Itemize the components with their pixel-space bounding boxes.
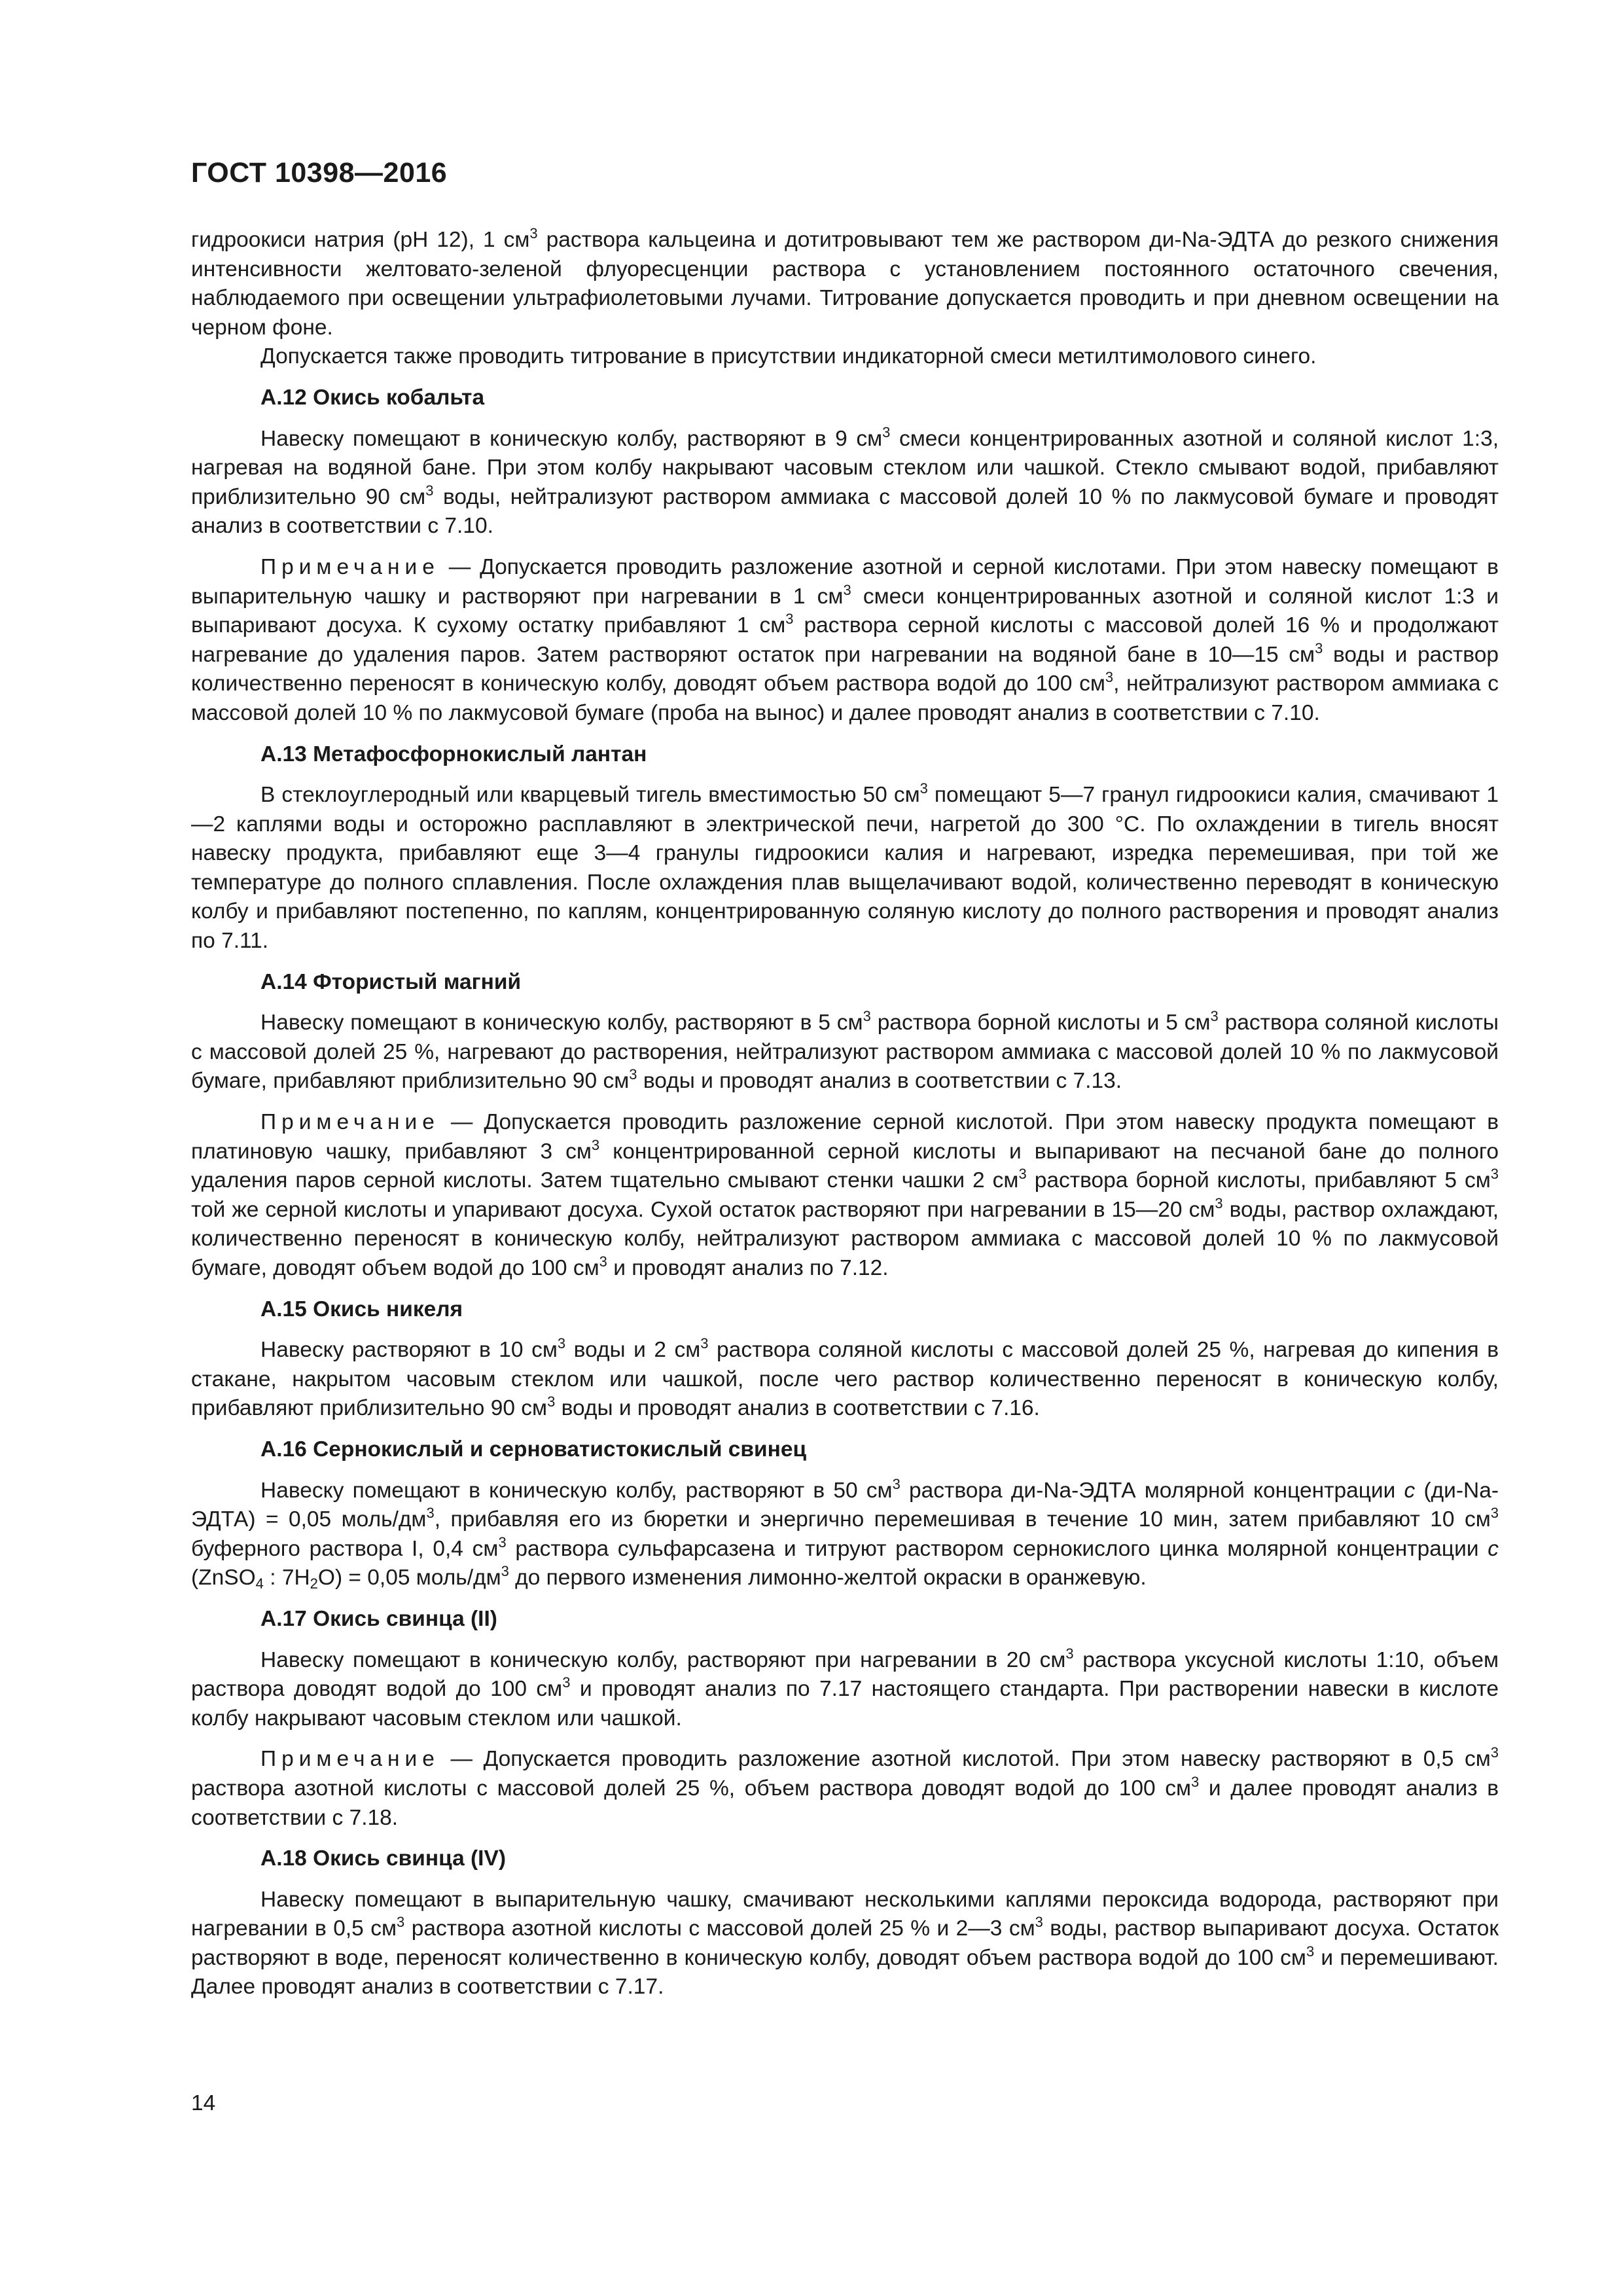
note-paragraph: Примечание — Допускается проводить разложение азотной кислотой. При этом навеску растворяют в 0,5 $см^3$ раствора азотной кислоты с массовой долей 25 %, объем раствора доводят водой до 100 $см^3$ и далее проводят анализ в соответствии с 7.18.: [191, 1744, 1499, 1830]
paragraph: Навеску помещают в коническую колбу, растворяют при нагревании в 20 $см^3$ раствора уксусной кислоты 1:10, объем раствора доводят водой до 100 $см^3$ и проводят анализ по 7.17 настоящего стандарта. При растворении навески в кислоте колбу накрывают часовым стеклом или чашкой.: [191, 1645, 1499, 1731]
note-paragraph: Примечание — Допускается проводить разложение серной кислотой. При этом навеску продукта помещают в платиновую чашку, прибавляют 3 $см^3$ концентрированной серной кислоты и выпаривают на песчаной бане до полного удаления паров серной кислоты. Затем тщательно смывают стенки чашки 2 $см^3$ раствора борной кислоты, прибавляют 5 $см^3$ той же серной кислоты и упаривают досуха. Сухой остаток растворяют при нагревании в 15—20 $см^3$ воды, раствор охлаждают, количественно переносят в коническую колбу, нейтрализуют раствором аммиака с массовой долей 10 % по лакмусовой бумаге, доводят объем водой до 100 $см^3$ и проводят анализ по 7.12.: [191, 1110, 1499, 1280]
section-heading-a13: А.13 Метафосфорнокислый лантан: [260, 742, 647, 766]
document-code-header: ГОСТ 10398—2016: [191, 157, 448, 188]
paragraph: Навеску растворяют в 10 $см^3$ воды и 2 $см^3$ раствора соляной кислоты с массовой долей 25 %, нагревая до кипения в стакане, накрытом часовым стеклом или чашкой, после чего раствор количественно переносят в коническую колбу, прибавляют приблизительно 90 $см^3$ воды и проводят анализ в соответствии с 7.16.: [191, 1335, 1499, 1421]
section-heading-a14: А.14 Фтористый магний: [260, 969, 522, 994]
paragraph: Навеску помещают в выпарительную чашку, смачивают несколькими каплями пероксида водорода, растворяют при нагревании в 0,5 $см^3$ раствора азотной кислоты с массовой долей 25 % и 2—3 $см^3$ воды, раствор выпаривают досуха. Остаток растворяют в воде, переносят количественно в коническую колбу, доводят объем раствора водой до 100 $см^3$ и перемешивают. Далее проводят анализ в соответствии с 7.17.: [191, 1887, 1499, 2000]
section-heading-a17: А.17 Окись свинца (II): [260, 1606, 497, 1631]
paragraph: Навеску помещают в коническую колбу, растворяют в 5 $см^3$ раствора борной кислоты и 5 $см^3$ раствора соляной кислоты с массовой долей 25 %, нагревают до растворения, нейтрализуют раствором аммиака с массовой долей 10 % по лакмусовой бумаге, прибавляют приблизительно 90 $см^3$ воды и проводят анализ в соответствии с 7.13.: [191, 1008, 1499, 1094]
section-heading-a16: А.16 Сернокислый и серноватистокислый свинец: [260, 1437, 807, 1462]
paragraph: Навеску помещают в коническую колбу, растворяют в 50 $см^3$ раствора ди-Na-ЭДТА молярной концентрации c (ди-Na-ЭДТА) = 0,05 моль/$дм^3$, прибавляя его из бюретки и энергично перемешивая в течение 10 мин, затем прибавляют 10 $см^3$ буферного раствора I, 0,4 $см^3$ раствора сульфарсазена и титруют раствором сернокислого цинка молярной концентрации c (ZnSO$_4$ : $7H_2O) = 0,05$ моль/$дм^3$ до первого изменения лимонно-желтой окраски в оранжевую.: [191, 1475, 1499, 1592]
note-label: Примечание: [260, 1747, 440, 1772]
paragraph: Навеску помещают в коническую колбу, растворяют в 9 $см^3$ смеси концентрированных азотной и соляной кислот 1:3, нагревая на водяной бане. При этом колбу накрывают часовым стеклом или чашкой. Стекло смывают водой, прибавляют приблизительно 90 $см^3$ воды, нейтрализуют раствором аммиака с массовой долей 10 % по лакмусовой бумаге и проводят анализ в соответствии с 7.10.: [191, 423, 1499, 539]
page-number: 14: [191, 2091, 216, 2115]
note-label: Примечание: [260, 554, 440, 579]
paragraph: В стеклоуглеродный или кварцевый тигель вместимостью 50 $см^3$ помещают 5—7 гранул гидроокиси калия, смачивают 1—2 каплями воды и осторожно расплавляют в электрической печи, нагретой до 300 °C. По охлаждении в тигель вносят навеску продукта, прибавляют еще 3—4 гранулы гидроокиси калия и нагревают, изредка перемешивая, при той же температуре до полного сплавления. После охлаждения плав выщелачивают водой, количественно переводят в коническую колбу и прибавляют постепенно, по каплям, концентрированную соляную кислоту до полного растворения и проводят анализ по 7.11.: [191, 780, 1499, 954]
document-body: [191, 226, 1499, 2002]
section-heading-a15: А.15 Окись никеля: [260, 1297, 463, 1321]
note-paragraph: Примечание — Допускается проводить разложение азотной и серной кислотами. При этом навеску помещают в выпарительную чашку и растворяют при нагревании в 1 $см^3$ смеси концентрированных азотной и соляной кислот 1:3 и выпаривают досуха. К сухому остатку прибавляют 1 $см^3$ раствора серной кислоты с массовой долей 16 % и продолжают нагревание до удаления паров. Затем растворяют остаток при нагревании на водяной бане в 10—15 $см^3$ воды и раствор количественно переносят в коническую колбу, доводят объем раствора водой до 100 $см^3$, нейтрализуют раствором аммиака с массовой долей 10 % по лакмусовой бумаге (проба на вынос) и далее проводят анализ в соответствии с 7.10.: [191, 554, 1499, 725]
note-label: Примечание: [260, 1110, 440, 1135]
section-heading-a18: А.18 Окись свинца (IV): [260, 1846, 506, 1871]
paragraph-continuation: гидроокиси натрия (pH 12), 1 $см^3$ раствора кальцеина и дотитровывают тем же раствором ди-Na-ЭДТА до резкого снижения интенсивности желтовато-зеленой флуоресценции раствора с установлением постоянного остаточного свечения, наблюдаемого при освещении ультрафиолетовыми лучами. Титрование допускается проводить и при дневном освещении на черном фоне.: [191, 225, 1499, 340]
section-heading-a12: А.12 Окись кобальта: [260, 385, 485, 410]
paragraph: Допускается также проводить титрование в присутствии индикаторной смеси метилтимолового синего.: [260, 344, 1317, 369]
